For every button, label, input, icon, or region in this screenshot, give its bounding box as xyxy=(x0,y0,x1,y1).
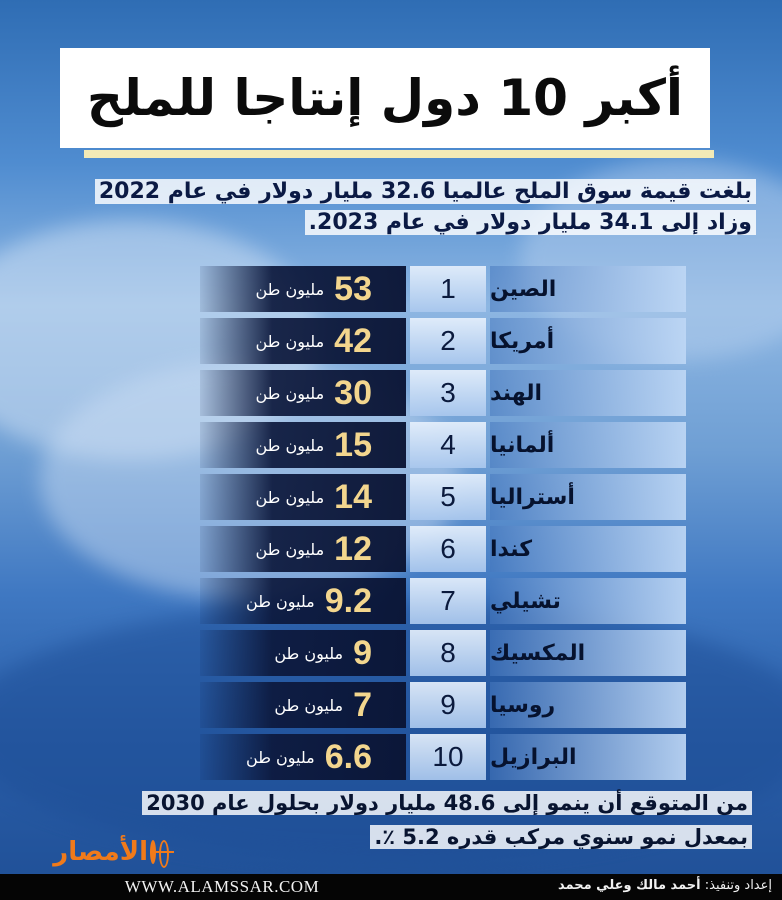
website-url: WWW.ALAMSSAR.COM xyxy=(124,877,320,896)
value-number: 6.6 xyxy=(324,737,372,776)
credit-names: أحمد مالك وعلي محمد xyxy=(558,878,701,893)
table-row xyxy=(0,734,782,780)
production-value xyxy=(200,474,406,520)
table-row xyxy=(0,266,782,312)
production-value xyxy=(200,682,406,728)
logo-text: الأمصار xyxy=(53,837,148,867)
footer-bar xyxy=(0,874,782,900)
unit-label: مليون طن xyxy=(255,539,325,559)
unit-label: مليون طن xyxy=(246,591,315,611)
outro-text xyxy=(52,786,752,854)
unit-label: مليون طن xyxy=(255,487,325,507)
outro-line-2: بمعدل نمو سنوي مركب قدره 5.2 ٪. xyxy=(370,825,752,849)
rank-number: 3 xyxy=(410,370,486,416)
country-name: تشيلي xyxy=(490,578,686,624)
page-title: أكبر 10 دول إنتاجا للملح xyxy=(86,69,684,127)
value-number: 30 xyxy=(334,373,372,412)
unit-label: مليون طن xyxy=(274,695,344,715)
rank-number: 6 xyxy=(410,526,486,572)
rank-number: 10 xyxy=(410,734,486,780)
rank-number: 7 xyxy=(410,578,486,624)
production-value xyxy=(200,266,406,312)
country-name: الصين xyxy=(490,266,686,312)
title-underline xyxy=(84,150,714,158)
value-number: 12 xyxy=(334,529,372,568)
value-number: 53 xyxy=(334,269,372,308)
rank-number: 8 xyxy=(410,630,486,676)
country-name: المكسيك xyxy=(490,630,686,676)
unit-label: مليون طن xyxy=(255,383,325,403)
intro-text xyxy=(36,176,756,238)
value-number: 9.2 xyxy=(324,581,372,620)
unit-label: مليون طن xyxy=(255,279,325,299)
table-row xyxy=(0,422,782,468)
intro-line-2: وزاد إلى 34.1 مليار دولار في عام 2023. xyxy=(305,210,756,235)
table-row xyxy=(0,474,782,520)
rank-number: 5 xyxy=(410,474,486,520)
country-name: ألمانيا xyxy=(490,422,686,468)
production-value xyxy=(200,734,406,780)
table-row xyxy=(0,370,782,416)
table-row xyxy=(0,682,782,728)
value-number: 7 xyxy=(353,685,372,724)
title-box xyxy=(60,48,710,148)
rank-number: 4 xyxy=(410,422,486,468)
table-row xyxy=(0,630,782,676)
production-value xyxy=(200,370,406,416)
intro-line-1: بلغت قيمة سوق الملح عالميا 32.6 مليار دولار في عام 2022 xyxy=(95,179,756,204)
credits xyxy=(558,878,772,893)
production-value xyxy=(200,578,406,624)
value-number: 42 xyxy=(334,321,372,360)
country-name: أستراليا xyxy=(490,474,686,520)
outro-line-1: من المتوقع أن ينمو إلى 48.6 مليار دولار بحلول عام 2030 xyxy=(142,791,752,815)
unit-label: مليون طن xyxy=(246,747,315,767)
rank-number: 9 xyxy=(410,682,486,728)
value-number: 9 xyxy=(353,633,372,672)
country-name: الهند xyxy=(490,370,686,416)
table-row xyxy=(0,318,782,364)
globe-icon xyxy=(150,840,156,864)
rank-number: 1 xyxy=(410,266,486,312)
credit-prefix: إعداد وتنفيذ: xyxy=(704,878,772,893)
country-name: أمريكا xyxy=(490,318,686,364)
value-number: 14 xyxy=(334,477,372,516)
unit-label: مليون طن xyxy=(255,435,325,455)
production-value xyxy=(200,630,406,676)
production-value xyxy=(200,422,406,468)
value-number: 15 xyxy=(334,425,372,464)
table-row xyxy=(0,578,782,624)
production-value xyxy=(200,318,406,364)
country-name: البرازيل xyxy=(490,734,686,780)
unit-label: مليون طن xyxy=(274,643,344,663)
production-value xyxy=(200,526,406,572)
rank-number: 2 xyxy=(410,318,486,364)
country-name: روسيا xyxy=(490,682,686,728)
country-name: كندا xyxy=(490,526,686,572)
table-row xyxy=(0,526,782,572)
unit-label: مليون طن xyxy=(255,331,325,351)
brand-logo xyxy=(53,832,156,872)
